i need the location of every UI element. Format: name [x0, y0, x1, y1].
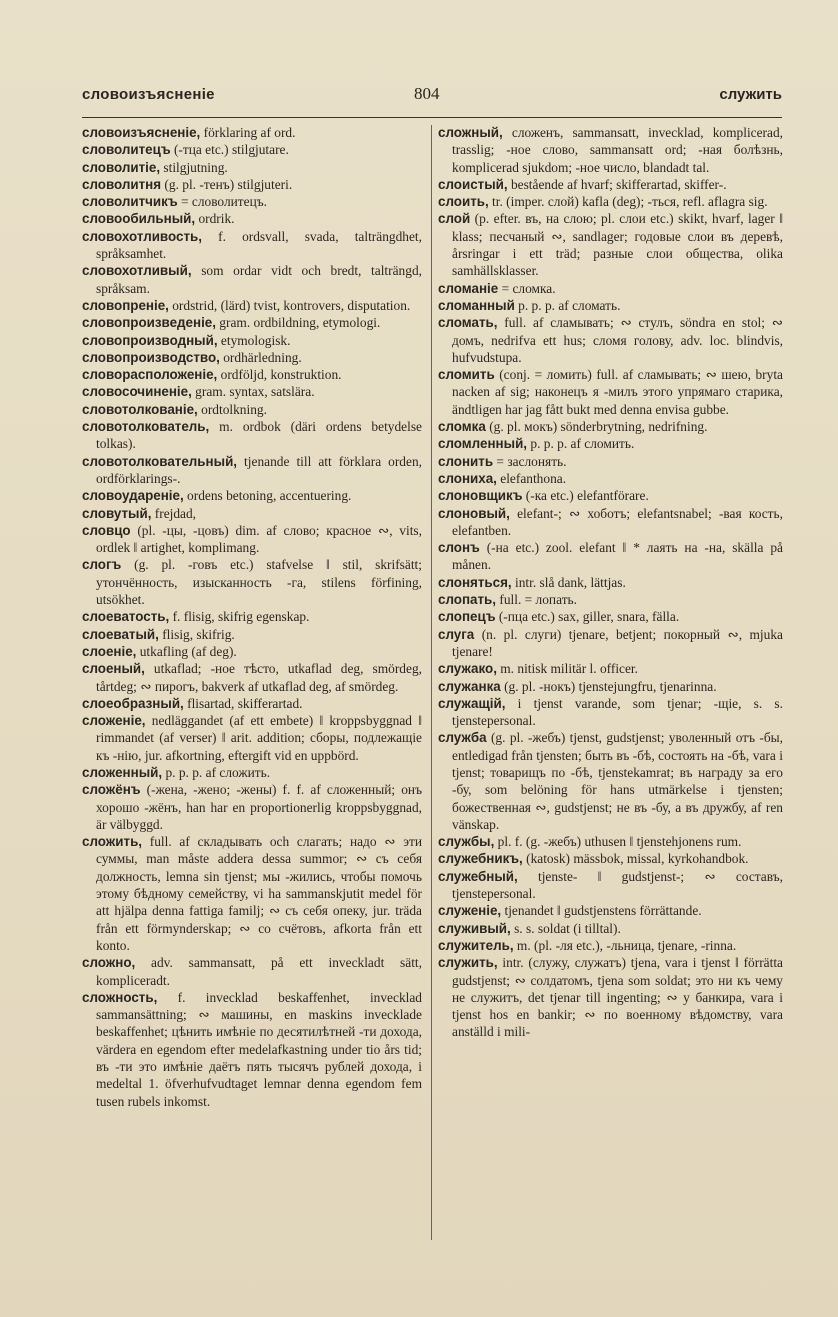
headword: словолитня	[82, 176, 162, 192]
definition: som ordar vidt och bredt, talträngd, språksam.	[96, 263, 422, 296]
headword: словоизъясненіе,	[82, 125, 201, 140]
headword: слой	[438, 211, 471, 227]
dictionary-entry	[438, 920, 783, 937]
headword: сломка	[438, 419, 486, 435]
definition: m. (pl. -ля etc.), -льница, tjenare, -rinna.	[513, 937, 737, 953]
definition: = сломка.	[498, 280, 556, 296]
definition: (pl. -цы, -цовъ) dim. af слово; красное ∾, vits, ordlek ‖ artighet, komplimang.	[96, 522, 422, 556]
dictionary-entry	[82, 141, 422, 158]
dictionary-entry	[438, 418, 783, 435]
dictionary-entry	[82, 332, 422, 349]
definition: m. nitisk militär l. officer.	[496, 661, 639, 677]
dictionary-entry	[82, 608, 422, 625]
dictionary-entry	[82, 695, 422, 712]
dictionary-entry	[82, 401, 422, 418]
definition: elefant-; ∾ хоботъ; elefantsnabel; -вая кость, elefantben.	[452, 505, 783, 538]
dictionary-entry	[82, 764, 422, 781]
left-column	[82, 124, 422, 1110]
definition: p. p. p. af сломить.	[527, 436, 635, 452]
dictionary-entry	[82, 989, 422, 1110]
headword: слоеватость,	[82, 609, 170, 625]
headword: словцо	[82, 522, 131, 538]
headword: словопроизводство,	[82, 349, 220, 365]
definition: gram. syntax, satslära.	[191, 384, 315, 400]
dictionary-entry	[82, 781, 422, 833]
definition: (-тца etc.) stilgjutare.	[170, 142, 289, 158]
right-column	[438, 124, 783, 1041]
headword: сложность,	[82, 989, 158, 1005]
dictionary-entry	[82, 366, 422, 383]
definition: utkafling (af deg).	[136, 643, 237, 659]
headword: сломаніе	[438, 280, 499, 296]
headword: словохотливость,	[82, 228, 202, 244]
header-rule	[82, 117, 782, 118]
headword: слогъ	[82, 557, 122, 573]
headword: слоновщикъ	[438, 488, 523, 504]
headword: слоеобразный,	[82, 695, 184, 711]
dictionary-entry	[438, 505, 783, 540]
headword: слоистый,	[438, 176, 508, 192]
headword: слоеный,	[82, 661, 145, 677]
headword: сложенный,	[82, 764, 163, 780]
dictionary-entry	[82, 505, 422, 522]
definition: gram. ordbildning, etymologi.	[215, 315, 381, 331]
headword: словотолковательный,	[82, 453, 238, 469]
dictionary-entry	[82, 954, 422, 989]
definition: ordrik.	[195, 211, 235, 227]
headword: словохотливый,	[82, 263, 192, 279]
headword: слоить,	[438, 194, 489, 210]
dictionary-entry	[82, 228, 422, 263]
dictionary-entry	[82, 453, 422, 488]
dictionary-entry	[438, 626, 783, 661]
dictionary-entry	[82, 522, 422, 557]
definition: adv. sammansatt, på ett inveckladt sätt, kompliceradt.	[96, 955, 422, 988]
definition: p. p. p. af сложить.	[162, 764, 271, 780]
headword: сломить	[438, 367, 495, 383]
dictionary-entry	[438, 470, 783, 487]
dictionary-entry	[438, 176, 783, 193]
dictionary-entry	[438, 453, 783, 470]
dictionary-entry	[82, 314, 422, 331]
headword: слопать,	[438, 592, 497, 608]
definition: ordföljd, konstruktion.	[217, 367, 342, 383]
headword: слопецъ	[438, 609, 496, 625]
definition: flisartad, skifferartad.	[183, 695, 303, 711]
dictionary-entry	[82, 556, 422, 608]
dictionary-entry	[438, 937, 783, 954]
definition: förklaring af ord.	[200, 125, 296, 140]
definition: pl. f. (g. -жебъ) uthusen ‖ tjenstehjonens rum.	[494, 834, 742, 850]
dictionary-entry	[438, 124, 783, 176]
definition: full. = лопать.	[496, 592, 577, 608]
definition: = заслонять.	[493, 453, 567, 469]
dictionary-entry	[438, 574, 783, 591]
headword: сломать,	[438, 315, 498, 331]
definition: (-жена, -жено; -жены) f. f. af сложенный; онъ хорошо -жёнъ, han har en proportionerlig kroppsbyggnad, är välbyggd.	[96, 782, 422, 832]
headword: словутый,	[82, 505, 152, 521]
headword: служебникъ,	[438, 851, 523, 867]
definition: bestående af hvarf; skifferartad, skiffer-.	[507, 176, 727, 192]
headword: сложно,	[82, 955, 136, 971]
headword: слонить	[438, 453, 494, 469]
definition: s. s. soldat (i tilltal).	[510, 920, 621, 936]
definition: (g. pl. -жебъ) tjenst, gudstjenst; уволенный отъ -бы, entledigad från tjensten; быть въ -бѣ, состоять на -бѣ, vara i tjenst; товарищъ по -бѣ, tjenstekamrat; въ награду за его -бу, som belöning för hans utmärkelse i tjensten; божественная ∾, gudstjenst; не въ -бу, а въ дружбу, af ren vänskap.	[452, 730, 783, 832]
headword: сложёнъ	[82, 782, 141, 798]
definition: (g. pl. -говъ etc.) stafvelse ‖ stil, skrifsätt; утончённость, изысканность -га, stilens förfining, utsökhet.	[96, 557, 422, 608]
headword: словопреніе,	[82, 297, 169, 313]
dictionary-entry	[438, 695, 783, 730]
headword: словопроизведеніе,	[82, 315, 216, 331]
definition: full. af сламывать; ∾ стулъ, söndra en stol; ∾ домъ, nedrifva ett hus; сломя голову, adv. loc. blindvis, hufvudstupa.	[452, 315, 783, 365]
definition: f. flisig, skifrig egenskap.	[169, 609, 310, 625]
definition: intr. (служу, служатъ) tjena, vara i tjenst ‖ förrätta gudstjenst; ∾ солдатомъ, tjena som soldat; это ни къ чему не служитъ, det tjenar till ingenting; ∾ у банкира, vara i tjenst hos en bankir; ∾ по военному вѣдомству, vara anställd i mili-	[452, 955, 783, 1040]
dictionary-entry	[438, 539, 783, 574]
dictionary-entry	[438, 954, 783, 1040]
dictionary-entry	[82, 626, 422, 643]
headword: словотолкователь,	[82, 419, 210, 435]
headword: служако,	[438, 661, 497, 677]
headword: служивый,	[438, 920, 511, 936]
definition: (conj. = ломить) full. af сламывать; ∾ шею, bryta nacken af sig; наконецъ я -милъ этого упрямаго старика, ändtligen har jag fått bukt med denna envisa gubbe.	[452, 367, 783, 417]
definition: ordstrid, (lärd) tvist, kontrovers, disputation.	[168, 297, 411, 313]
dictionary-entry	[438, 210, 783, 279]
dictionary-entry	[82, 159, 422, 176]
definition: (-пца etc.) sax, giller, snara, fälla.	[495, 609, 680, 625]
definition: (p. efter. въ, на слою; pl. слои etc.) skikt, hvarf, lager ‖ klass; песчаный ∾, sandlager; годовые слои въ деревѣ, årsringar i ett träd; разные слои общества, olika samhällsklasser.	[452, 211, 783, 279]
dictionary-entry	[82, 833, 422, 954]
headword: словолитіе,	[82, 159, 161, 175]
dictionary-entry	[438, 850, 783, 867]
dictionary-entry	[82, 176, 422, 193]
headword: слоняться,	[438, 574, 512, 590]
dictionary-entry	[438, 902, 783, 919]
dictionary-entry	[82, 487, 422, 504]
running-header	[82, 86, 782, 112]
headword: служанка	[438, 678, 501, 694]
headword: словосочиненіе,	[82, 384, 192, 400]
header-guide-word-right: служить	[719, 86, 782, 103]
definition: p. p. p. af сломать.	[514, 297, 621, 313]
dictionary-entry	[438, 314, 783, 366]
definition: tjenste- ‖ gudstjenst-; ∾ составъ, tjenstepersonal.	[452, 868, 783, 902]
page-number: 804	[414, 84, 440, 103]
dictionary-entry	[82, 418, 422, 453]
definition: (g. pl. -тенъ) stilgjuteri.	[161, 176, 293, 192]
definition: ordtolkning.	[197, 401, 267, 417]
definition: i tjenst varande, som tjenar; -щіе, s. s. tjenstepersonal.	[452, 695, 783, 729]
definition: etymologisk.	[217, 332, 291, 348]
definition: tr. (imper. слой) kafla (deg); -ться, refl. aflagra sig.	[488, 194, 768, 210]
definition: (n. pl. слуги) tjenare, betjent; покорный ∾, mjuka tjenare!	[452, 626, 783, 659]
headword: сломленный,	[438, 436, 528, 452]
definition: (katosk) mässbok, missal, kyrkohandbok.	[522, 851, 749, 867]
headword: словопроизводный,	[82, 332, 218, 348]
headword: сложеніе,	[82, 713, 146, 729]
definition: (-на etc.) zool. elefant ‖ * лаять на -на, skälla på månen.	[452, 540, 783, 573]
definition: utkaflad; -ное тѣсто, utkaflad deg, smördeg, tårtdeg; ∾ пирогъ, bakverk af utkaflad deg, af smördeg.	[96, 661, 422, 694]
headword: службы,	[438, 834, 495, 850]
dictionary-entry	[438, 678, 783, 695]
definition: f. invecklad beskaffenhet, invecklad sammansättning; ∾ машины, en maskins invecklade beskaffenhet; цѣнить имѣніе по десятилѣтней -ти дохода, värdera en egendom efter medelafkastning under tio års tid; въ -ти это имѣніе даётъ пять тысячъ рублей дохода, i medeltal 1. öfverhufvudtaget lemnar denna egendom fem tusen rubels inkomst.	[96, 989, 422, 1109]
headword: служить,	[438, 955, 498, 971]
headword: служитель,	[438, 937, 514, 953]
headword: слоновый,	[438, 505, 510, 521]
dictionary-entry	[82, 124, 422, 141]
dictionary-entry	[82, 262, 422, 297]
headword: служащій,	[438, 695, 506, 711]
headword: служебный,	[438, 868, 518, 884]
column-divider	[431, 125, 432, 1240]
header-guide-word-left: словоизъясненіе	[82, 86, 215, 103]
dictionary-entry	[438, 297, 783, 314]
headword: словотолкованіе,	[82, 401, 198, 417]
definition: full. af складывать och слагать; надо ∾ эти суммы, man måste addera dessa summor; ∾ съ себя должность, lemna sin tjenst; мы -жились, чтобы помочь этому бѣдному семейству, vi ha sammanskjutit medel för att hjälpa denna fattiga familj; ∾ съ себя опеку, jur. träda från ett förmynderskap; ∾ со счётовъ, afkorta från ett konto.	[96, 834, 422, 953]
dictionary-entry	[82, 643, 422, 660]
definition: tjenandet ‖ gudstjenstens förrättande.	[501, 903, 702, 919]
headword: слуга	[438, 626, 475, 642]
dictionary-entry	[438, 729, 783, 833]
dictionary-entry	[438, 280, 783, 297]
dictionary-entry	[438, 833, 783, 850]
dictionary-entry	[438, 660, 783, 677]
headword: словолитчикъ	[82, 194, 178, 210]
headword: словообильный,	[82, 211, 196, 227]
definition: m. ordbok (däri ordens betydelse tolkas).	[96, 419, 422, 452]
dictionary-entry	[82, 712, 422, 764]
headword: сложный,	[438, 125, 503, 140]
headword: словорасположеніе,	[82, 367, 218, 383]
headword: словолитецъ	[82, 142, 171, 158]
definition: сложенъ, sammansatt, invecklad, komplicerad, trasslig; -ное слово, sammansatt ord; -ная болѣзнь, komplicerad sjukdom; -ное число, blandadt tal.	[452, 125, 783, 175]
headword: слониха,	[438, 470, 497, 486]
dictionary-entry	[438, 591, 783, 608]
headword: слонъ	[438, 540, 480, 556]
dictionary-entry	[438, 487, 783, 504]
definition: ordens betoning, accentuering.	[183, 488, 352, 504]
headword: сломанный	[438, 297, 515, 313]
definition: nedläggandet (af ett embete) ‖ kroppsbyggnad ‖ rimmandet (af verser) ‖ arit. addition; сборы, подлежащіе къ -нію, jur. afkortning, eftergift vid en uppbörd.	[96, 713, 422, 763]
dictionary-entry	[82, 210, 422, 227]
dictionary-entry	[82, 383, 422, 400]
dictionary-entry	[82, 193, 422, 210]
dictionary-entry	[82, 297, 422, 314]
definition: (g. pl. -нокъ) tjenstejungfru, tjenarinna.	[500, 678, 717, 694]
dictionary-entry	[438, 608, 783, 625]
dictionary-entry	[438, 193, 783, 210]
definition: = словолитецъ.	[177, 194, 268, 210]
definition: frejdad,	[151, 505, 197, 521]
definition: f. ordsvall, svada, talträngdhet, språksamhet.	[96, 228, 422, 262]
definition: intr. slå dank, lättjas.	[511, 574, 626, 590]
dictionary-entry	[438, 435, 783, 452]
headword: служеніе,	[438, 903, 502, 919]
definition: (g. pl. мокъ) sönderbrytning, nedrifning.	[485, 419, 708, 435]
definition: elefanthona.	[496, 470, 567, 486]
definition: flisig, skifrig.	[158, 626, 235, 642]
headword: слоеватый,	[82, 626, 159, 642]
definition: tjenande till att förklara orden, ordförklarings-.	[96, 453, 422, 486]
dictionary-entry	[438, 868, 783, 903]
headword: сложить,	[82, 834, 143, 850]
headword: слоеніе,	[82, 643, 137, 659]
definition: (-ка etc.) elefantförare.	[522, 488, 649, 504]
dictionary-entry	[82, 660, 422, 695]
dictionary-entry	[438, 366, 783, 418]
definition: stilgjutning.	[160, 159, 228, 175]
headword: служба	[438, 730, 487, 746]
dictionary-entry	[82, 349, 422, 366]
headword: словоудареніе,	[82, 488, 184, 504]
definition: ordhärledning.	[219, 349, 302, 365]
